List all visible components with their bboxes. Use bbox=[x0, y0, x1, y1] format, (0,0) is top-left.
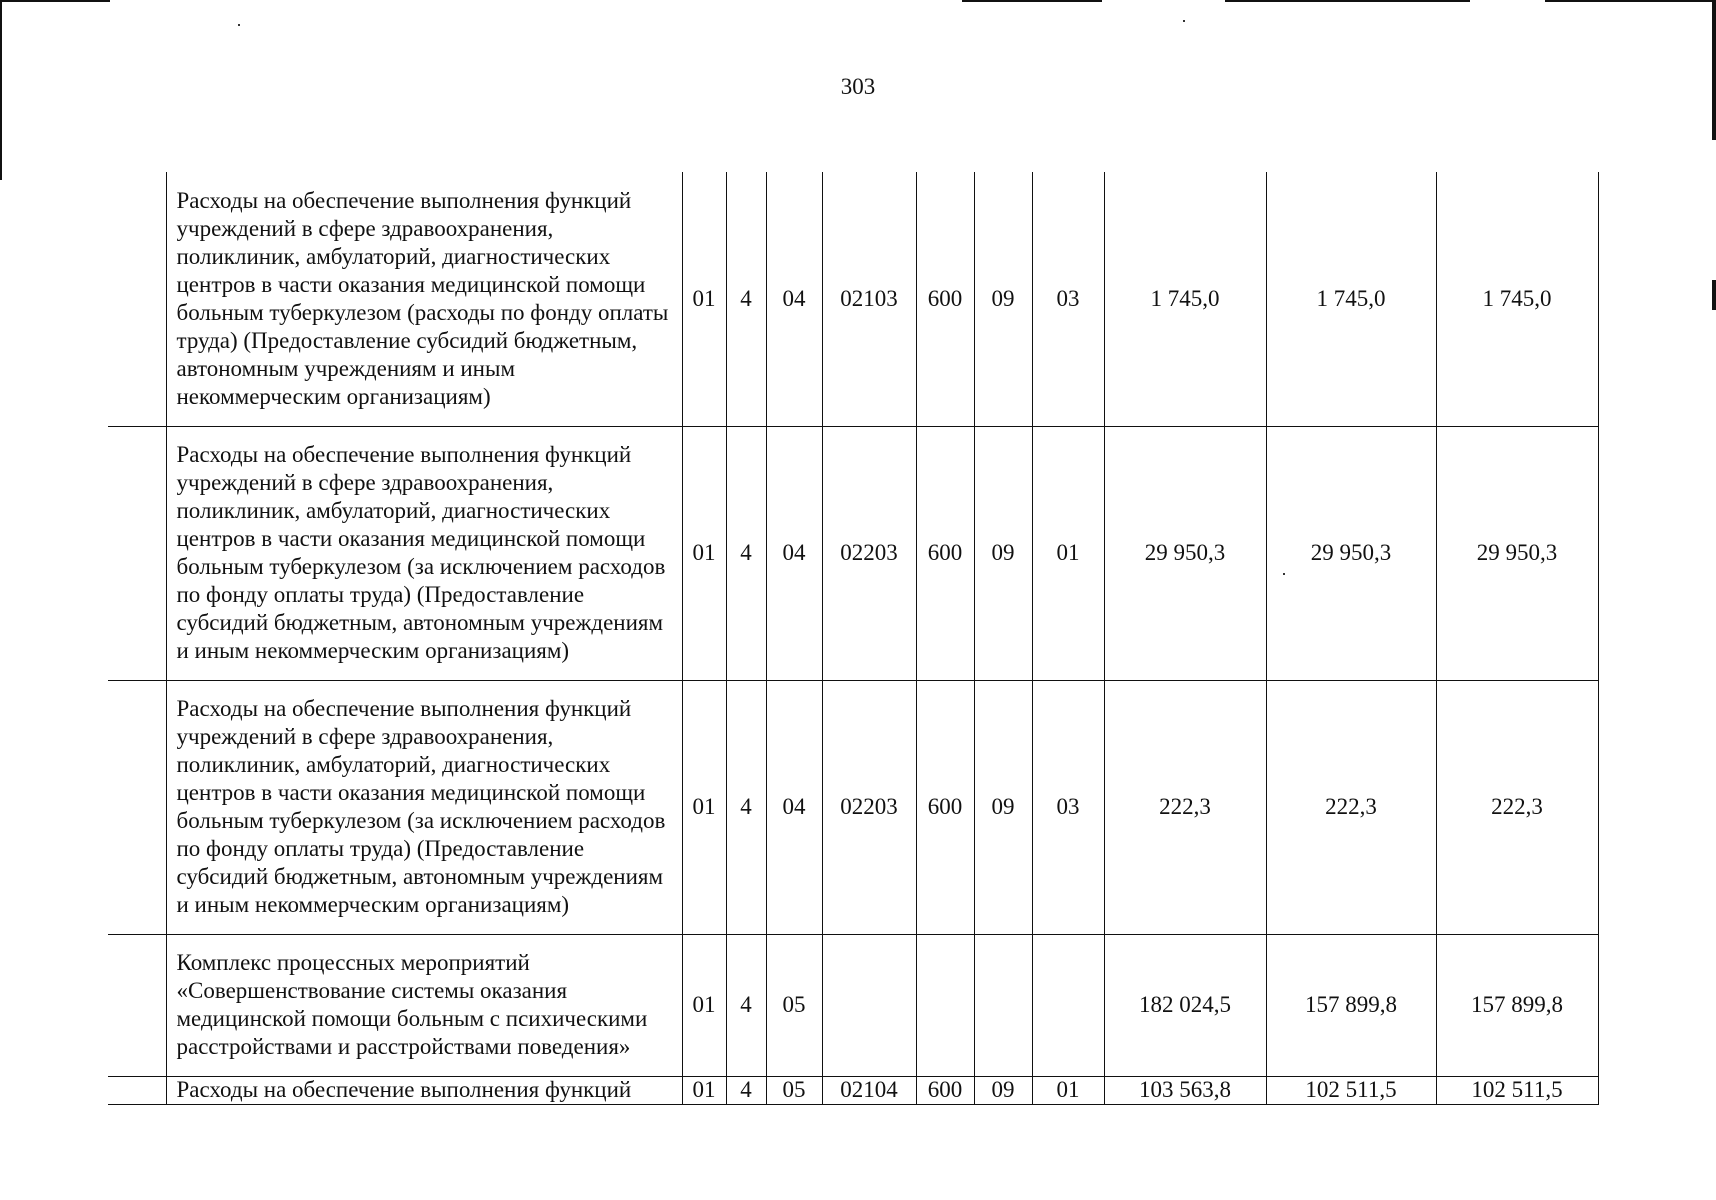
code-cell: 4 bbox=[726, 426, 766, 680]
code-cell bbox=[1032, 934, 1104, 1076]
amount-cell: 29 950,3 bbox=[1436, 426, 1598, 680]
code-cell: 01 bbox=[682, 934, 726, 1076]
amount-cell: 1 745,0 bbox=[1436, 172, 1598, 426]
code-cell: 09 bbox=[974, 172, 1032, 426]
code-cell: 03 bbox=[1032, 680, 1104, 934]
code-cell: 02103 bbox=[822, 172, 916, 426]
code-cell: 09 bbox=[974, 426, 1032, 680]
code-cell: 01 bbox=[1032, 1076, 1104, 1104]
code-cell: 01 bbox=[682, 1076, 726, 1104]
page-number: 303 bbox=[840, 74, 876, 99]
code-cell: 05 bbox=[766, 934, 822, 1076]
code-cell bbox=[916, 934, 974, 1076]
amount-cell: 222,3 bbox=[1436, 680, 1598, 934]
code-cell: 01 bbox=[682, 680, 726, 934]
code-cell: 600 bbox=[916, 1076, 974, 1104]
row-description: Расходы на обеспечение выполнения функций учреждений в сфере здравоохранения, поликлиник, амбулаторий, диагностических центров в части оказания медицинской помощи больным туберкулезом (расходы по фонду оплаты труда) (Предоставление субсидий бюджетным, автономным учреждениям и иным некоммерческим организациям) bbox=[166, 172, 682, 426]
scan-edge-mark bbox=[0, 0, 110, 2]
amount-cell: 157 899,8 bbox=[1436, 934, 1598, 1076]
scan-edge-mark bbox=[1545, 0, 1716, 2]
scan-speck bbox=[1183, 20, 1185, 22]
code-cell: 02203 bbox=[822, 680, 916, 934]
empty-cell bbox=[108, 426, 166, 680]
row-description: Расходы на обеспечение выполнения функций учреждений в сфере здравоохранения, поликлиник, амбулаторий, диагностических центров в части оказания медицинской помощи больным туберкулезом (за исключением расходов по фонду оплаты труда) (Предоставление субсидий бюджетным, автономным учреждениям и иным некоммерческим организациям) bbox=[166, 680, 682, 934]
empty-cell bbox=[108, 1076, 166, 1104]
empty-cell bbox=[108, 172, 166, 426]
row-description: Расходы на обеспечение выполнения функций учреждений в сфере здравоохранения, поликлиник, амбулаторий, диагностических центров в части оказания медицинской помощи больным туберкулезом (за исключением расходов по фонду оплаты труда) (Предоставление субсидий бюджетным, автономным учреждениям и иным некоммерческим организациям) bbox=[166, 426, 682, 680]
code-cell: 04 bbox=[766, 172, 822, 426]
budget-table bbox=[108, 172, 1599, 1105]
amount-cell: 222,3 bbox=[1266, 680, 1436, 934]
amount-cell: 103 563,8 bbox=[1104, 1076, 1266, 1104]
amount-cell: 29 950,3 bbox=[1104, 426, 1266, 680]
code-cell: 03 bbox=[1032, 172, 1104, 426]
amount-cell: 1 745,0 bbox=[1266, 172, 1436, 426]
code-cell: 600 bbox=[916, 426, 974, 680]
code-cell: 4 bbox=[726, 172, 766, 426]
code-cell bbox=[974, 934, 1032, 1076]
scan-edge-mark bbox=[1225, 0, 1470, 2]
row-description: Расходы на обеспечение выполнения функций bbox=[166, 1076, 682, 1104]
code-cell: 4 bbox=[726, 934, 766, 1076]
amount-cell: 222,3 bbox=[1104, 680, 1266, 934]
table-row bbox=[108, 426, 1598, 680]
code-cell: 4 bbox=[726, 1076, 766, 1104]
table-row bbox=[108, 1076, 1598, 1104]
empty-cell bbox=[108, 934, 166, 1076]
code-cell: 04 bbox=[766, 426, 822, 680]
code-cell: 09 bbox=[974, 1076, 1032, 1104]
table-row bbox=[108, 172, 1598, 426]
amount-cell: 182 024,5 bbox=[1104, 934, 1266, 1076]
empty-cell bbox=[108, 680, 166, 934]
amount-cell: 157 899,8 bbox=[1266, 934, 1436, 1076]
code-cell: 01 bbox=[1032, 426, 1104, 680]
code-cell: 04 bbox=[766, 680, 822, 934]
code-cell: 01 bbox=[682, 172, 726, 426]
amount-cell: 1 745,0 bbox=[1104, 172, 1266, 426]
amount-cell: 102 511,5 bbox=[1436, 1076, 1598, 1104]
code-cell bbox=[822, 934, 916, 1076]
scan-edge-mark bbox=[1712, 280, 1716, 310]
row-description: Комплекс процессных мероприятий «Совершенствование системы оказания медицинской помощи больным с психическими расстройствами и расстройствами поведения» bbox=[166, 934, 682, 1076]
table-row bbox=[108, 680, 1598, 934]
scan-speck bbox=[238, 24, 240, 26]
scan-edge-mark bbox=[962, 0, 1102, 2]
amount-cell: 102 511,5 bbox=[1266, 1076, 1436, 1104]
scan-edge-mark bbox=[1712, 0, 1716, 140]
code-cell: 600 bbox=[916, 680, 974, 934]
table-row bbox=[108, 934, 1598, 1076]
code-cell: 02104 bbox=[822, 1076, 916, 1104]
amount-cell: 29 950,3 bbox=[1266, 426, 1436, 680]
code-cell: 01 bbox=[682, 426, 726, 680]
code-cell: 600 bbox=[916, 172, 974, 426]
code-cell: 09 bbox=[974, 680, 1032, 934]
code-cell: 02203 bbox=[822, 426, 916, 680]
code-cell: 4 bbox=[726, 680, 766, 934]
code-cell: 05 bbox=[766, 1076, 822, 1104]
